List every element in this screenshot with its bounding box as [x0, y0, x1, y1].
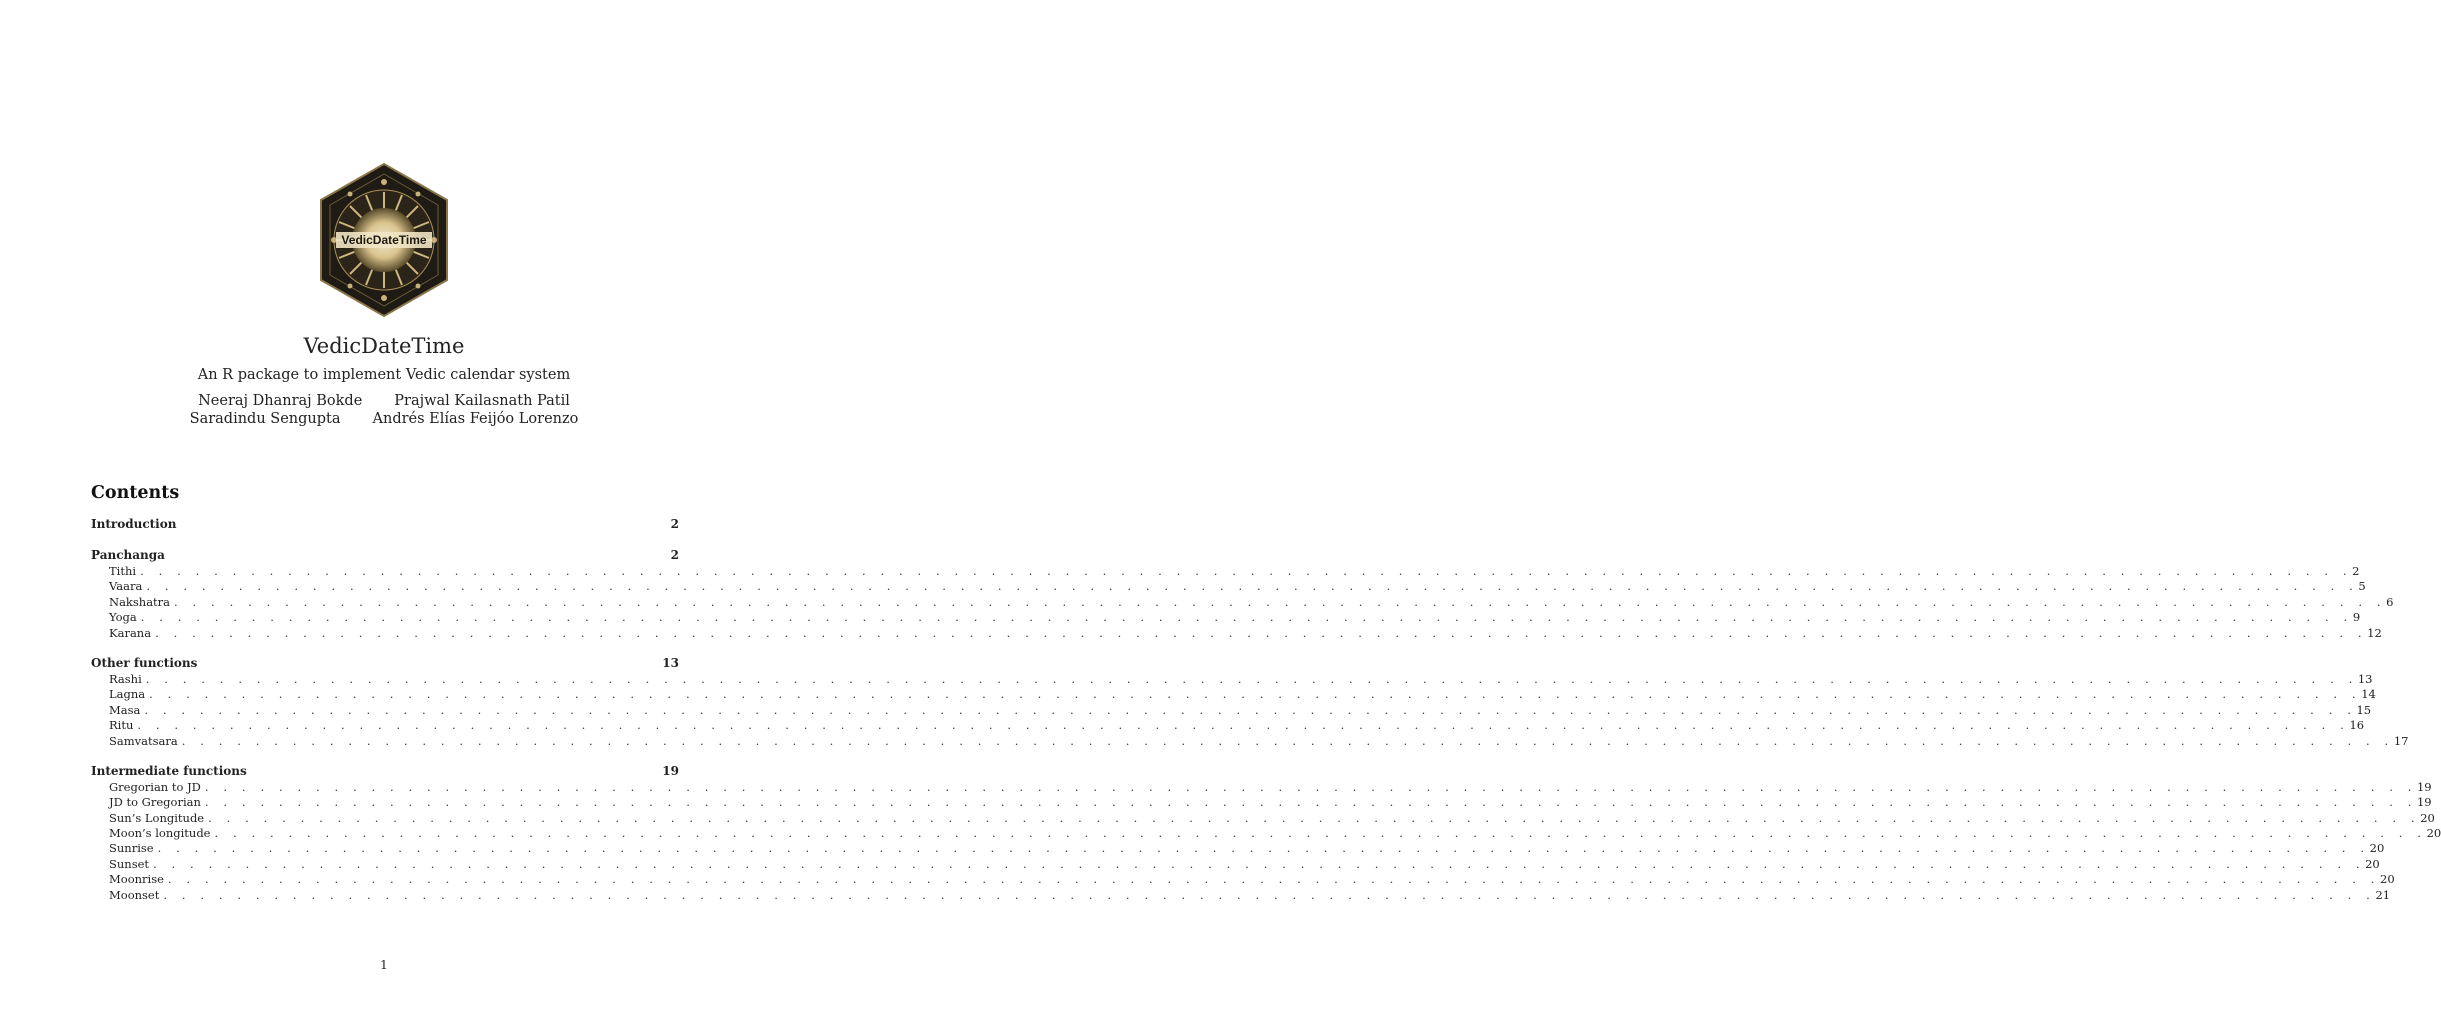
toc-entry[interactable]	[91, 610, 2361, 625]
toc-section	[91, 515, 679, 533]
toc-entry-page: 17	[2393, 733, 2409, 748]
toc-section-entry[interactable]	[91, 654, 679, 672]
dot-leader: . . . . . . . . . . . . . . . . . . . . . . . . . . . . . . . . . . . . . . . . . . . . . . . . . . . . . . . . . . . . . . . . . . . . . . . . . . . . . . . . . . . . . . . . . . . . . . . . . . . . . . . . . . . . . . . . . . . . . . . .	[145, 671, 2358, 686]
toc-entry-label: Sun’s Longitude	[109, 810, 205, 825]
toc-entry-page: 6	[2386, 594, 2394, 609]
dot-leader: . . . . . . . . . . . . . . . . . . . . . . . . . . . . . . . . . . . . . . . . . . . . . . . . . . . . . . . . . . . . . . . . . . . . . . . . . . . . . . . . . . . . . . . . . . . . . . . . . . . . . . . . . . . . . . . . . . . . . . . .	[149, 687, 2362, 702]
toc-entry-page: 20	[2365, 856, 2380, 871]
toc-entry[interactable]	[91, 671, 2373, 687]
toc-entry[interactable]	[91, 841, 2385, 856]
author-list	[120, 392, 648, 428]
toc-entry-label: Samvatsara	[109, 733, 178, 748]
logo-text: VedicDateTime	[341, 233, 427, 247]
toc-entry[interactable]	[91, 779, 2432, 795]
author-name: Saradindu Sengupta	[189, 411, 341, 427]
dot-leader: . . . . . . . . . . . . . . . . . . . . . . . . . . . . . . . . . . . . . . . . . . . . . . . . . . . . . . . . . . . . . . . . . . . . . . . . . . . . . . . . . . . . . . . . . . . . . . . . . . . . . . . . . . . . . . . . . . . . . . . .	[163, 887, 2376, 902]
toc-entry[interactable]	[91, 718, 2365, 733]
toc-entry-label: Gregorian to JD	[109, 779, 201, 794]
vedicdatetime-logo	[318, 162, 450, 318]
toc-entry-page: 14	[2361, 687, 2376, 702]
dot-leader: . . . . . . . . . . . . . . . . . . . . . . . . . . . . . . . . . . . . . . . . . . . . . . . . . . . . . . . . . . . . . . . . . . . . . . . . . . . . . . . . . . . . . . . . . . . . . . . . . . . . . . . . . . . . . . . . . . . . . . . .	[157, 841, 2370, 856]
toc-entry-page: 16	[2349, 718, 2365, 733]
toc-entry-page: 13	[2357, 671, 2373, 686]
toc-entry[interactable]	[91, 826, 2441, 841]
toc-entry-label: Moonrise	[109, 872, 164, 887]
toc-entry-label: Nakshatra	[109, 594, 171, 609]
toc-entry-label: Sunset	[109, 856, 150, 871]
toc-entry-label: Moonset	[109, 887, 160, 902]
dot-leader: . . . . . . . . . . . . . . . . . . . . . . . . . . . . . . . . . . . . . . . . . . . . . . . . . . . . . . . . . . . . . . . . . . . . . . . . . . . . . . . . . . . . . . . . . . . . . . . . . . . . . . . . . . . . . . . . . . . . . . . .	[144, 702, 2357, 717]
toc-entry-page: 21	[2375, 887, 2391, 902]
toc-entry[interactable]	[91, 872, 2395, 887]
toc-entry-page: 15	[2356, 702, 2372, 717]
toc-entry[interactable]	[91, 810, 2435, 826]
dot-leader: . . . . . . . . . . . . . . . . . . . . . . . . . . . . . . . . . . . . . . . . . . . . . . . . . . . . . . . . . . . . . . . . . . . . . . . . . . . . . . . . . . . . . . . . . . . . . . . . . . . . . . . . . . . . . . . . . . . . . . . .	[140, 610, 2353, 625]
toc-entry-label: JD to Gregorian	[109, 795, 201, 810]
toc-entry-page: 12	[2367, 625, 2382, 640]
toc-section-page: 2	[670, 517, 679, 531]
dot-leader: . . . . . . . . . . . . . . . . . . . . . . . . . . . . . . . . . . . . . . . . . . . . . . . . . . . . . . . . . . . . . . . . . . . . . . . . . . . . . . . . . . . . . . . . . . . . . . . . . . . . . . . . . . . . . . . . . . . . . . . .	[140, 564, 2353, 578]
dot-leader: . . . . . . . . . . . . . . . . . . . . . . . . . . . . . . . . . . . . . . . . . . . . . . . . . . . . . . . . . . . . . . . . . . . . . . . . . . . . . . . . . . . . . . . . . . . . . . . . . . . . . . . . . . . . . . . . . . . . . . . .	[204, 795, 2417, 810]
dot-leader: . . . . . . . . . . . . . . . . . . . . . . . . . . . . . . . . . . . . . . . . . . . . . . . . . . . . . . . . . . . . . . . . . . . . . . . . . . . . . . . . . . . . . . . . . . . . . . . . . . . . . . . . . . . . . . . . . . . . . . . .	[137, 718, 2350, 733]
toc-section-title: Panchanga	[91, 548, 165, 562]
toc-section	[91, 654, 2409, 749]
author-name: Prajwal Kailasnath Patil	[394, 393, 570, 409]
toc-entry[interactable]	[91, 856, 2380, 872]
toc-entry[interactable]	[91, 795, 2432, 810]
toc-entry[interactable]	[91, 579, 2366, 594]
toc-entry-label: Tithi	[109, 564, 137, 578]
toc-entry-label: Ritu	[109, 718, 134, 733]
toc-entry[interactable]	[91, 887, 2391, 903]
toc-section-entry[interactable]	[91, 546, 679, 564]
toc-section-entry[interactable]	[91, 515, 679, 533]
toc-section-entry[interactable]	[91, 762, 679, 780]
table-of-contents	[91, 515, 2441, 916]
toc-entry-page: 19	[2416, 795, 2432, 810]
toc-entry-page: 9	[2352, 610, 2361, 625]
toc-entry-page: 20	[2426, 826, 2441, 841]
toc-entry-label: Moon’s longitude	[109, 826, 211, 841]
toc-section-title: Introduction	[91, 517, 177, 531]
dot-leader: . . . . . . . . . . . . . . . . . . . . . . . . . . . . . . . . . . . . . . . . . . . . . . . . . . . . . . . . . . . . . . . . . . . . . . . . . . . . . . . . . . . . . . . . . . . . . . . . . . . . . . . . . . . . . . . . . . . . . . . .	[146, 579, 2359, 594]
toc-entry[interactable]	[91, 702, 2372, 718]
toc-entry-label: Rashi	[109, 671, 142, 686]
dot-leader: . . . . . . . . . . . . . . . . . . . . . . . . . . . . . . . . . . . . . . . . . . . . . . . . . . . . . . . . . . . . . . . . . . . . . . . . . . . . . . . . . . . . . . . . . . . . . . . . . . . . . . . . . . . . . . . . . . . . . . . .	[155, 625, 2368, 640]
dot-leader: . . . . . . . . . . . . . . . . . . . . . . . . . . . . . . . . . . . . . . . . . . . . . . . . . . . . . . . . . . . . . . . . . . . . . . . . . . . . . . . . . . . . . . . . . . . . . . . . . . . . . . . . . . . . . . . . . . . . . . . .	[214, 826, 2427, 841]
toc-section	[91, 546, 2394, 641]
toc-entry-page: 2	[2352, 564, 2360, 578]
toc-entry-page: 20	[2420, 810, 2435, 825]
toc-section-page: 13	[662, 655, 679, 670]
toc-entry-page: 5	[2358, 579, 2366, 594]
toc-entry-page: 20	[2369, 841, 2385, 856]
toc-section-title: Other functions	[91, 655, 198, 670]
toc-entry-page: 20	[2380, 872, 2395, 887]
toc-entry-label: Lagna	[109, 687, 146, 702]
toc-entry[interactable]	[91, 594, 2394, 610]
toc-entry-label: Masa	[109, 702, 141, 717]
toc-entry[interactable]	[91, 625, 2382, 641]
contents-heading: Contents	[91, 483, 180, 503]
dot-leader: . . . . . . . . . . . . . . . . . . . . . . . . . . . . . . . . . . . . . . . . . . . . . . . . . . . . . . . . . . . . . . . . . . . . . . . . . . . . . . . . . . . . . . . . . . . . . . . . . . . . . . . . . . . . . . . . . . . . . . . .	[153, 856, 2366, 871]
document-title: VedicDateTime	[303, 334, 465, 358]
toc-entry-label: Sunrise	[109, 841, 154, 856]
dot-leader: . . . . . . . . . . . . . . . . . . . . . . . . . . . . . . . . . . . . . . . . . . . . . . . . . . . . . . . . . . . . . . . . . . . . . . . . . . . . . . . . . . . . . . . . . . . . . . . . . . . . . . . . . . . . . . . . . . . . . . . .	[208, 810, 2421, 825]
toc-section	[91, 762, 2441, 903]
author-name: Andrés Elías Feijóo Lorenzo	[372, 411, 579, 427]
document-subtitle: An R package to implement Vedic calendar system	[197, 367, 571, 383]
toc-entry-label: Yoga	[109, 610, 137, 625]
dot-leader: . . . . . . . . . . . . . . . . . . . . . . . . . . . . . . . . . . . . . . . . . . . . . . . . . . . . . . . . . . . . . . . . . . . . . . . . . . . . . . . . . . . . . . . . . . . . . . . . . . . . . . . . . . . . . . . . . . . . . . . .	[181, 733, 2394, 748]
dot-leader: . . . . . . . . . . . . . . . . . . . . . . . . . . . . . . . . . . . . . . . . . . . . . . . . . . . . . . . . . . . . . . . . . . . . . . . . . . . . . . . . . . . . . . . . . . . . . . . . . . . . . . . . . . . . . . . . . . . . . . . .	[167, 872, 2380, 887]
toc-section-page: 19	[662, 763, 679, 778]
toc-entry[interactable]	[91, 687, 2376, 702]
toc-entry[interactable]	[91, 733, 2409, 749]
dot-leader: . . . . . . . . . . . . . . . . . . . . . . . . . . . . . . . . . . . . . . . . . . . . . . . . . . . . . . . . . . . . . . . . . . . . . . . . . . . . . . . . . . . . . . . . . . . . . . . . . . . . . . . . . . . . . . . . . . . . . . . .	[174, 594, 2387, 609]
author-name: Neeraj Dhanraj Bokde	[198, 393, 363, 409]
toc-section-title: Intermediate functions	[91, 763, 247, 778]
dot-leader: . . . . . . . . . . . . . . . . . . . . . . . . . . . . . . . . . . . . . . . . . . . . . . . . . . . . . . . . . . . . . . . . . . . . . . . . . . . . . . . . . . . . . . . . . . . . . . . . . . . . . . . . . . . . . . . . . . . . . . . .	[204, 779, 2417, 794]
page-number: 1	[380, 958, 388, 972]
toc-entry-label: Karana	[109, 625, 152, 640]
toc-entry-page: 19	[2416, 779, 2432, 794]
toc-entry-label: Vaara	[109, 579, 143, 594]
toc-entry[interactable]	[91, 564, 2360, 579]
toc-section-page: 2	[670, 548, 679, 562]
